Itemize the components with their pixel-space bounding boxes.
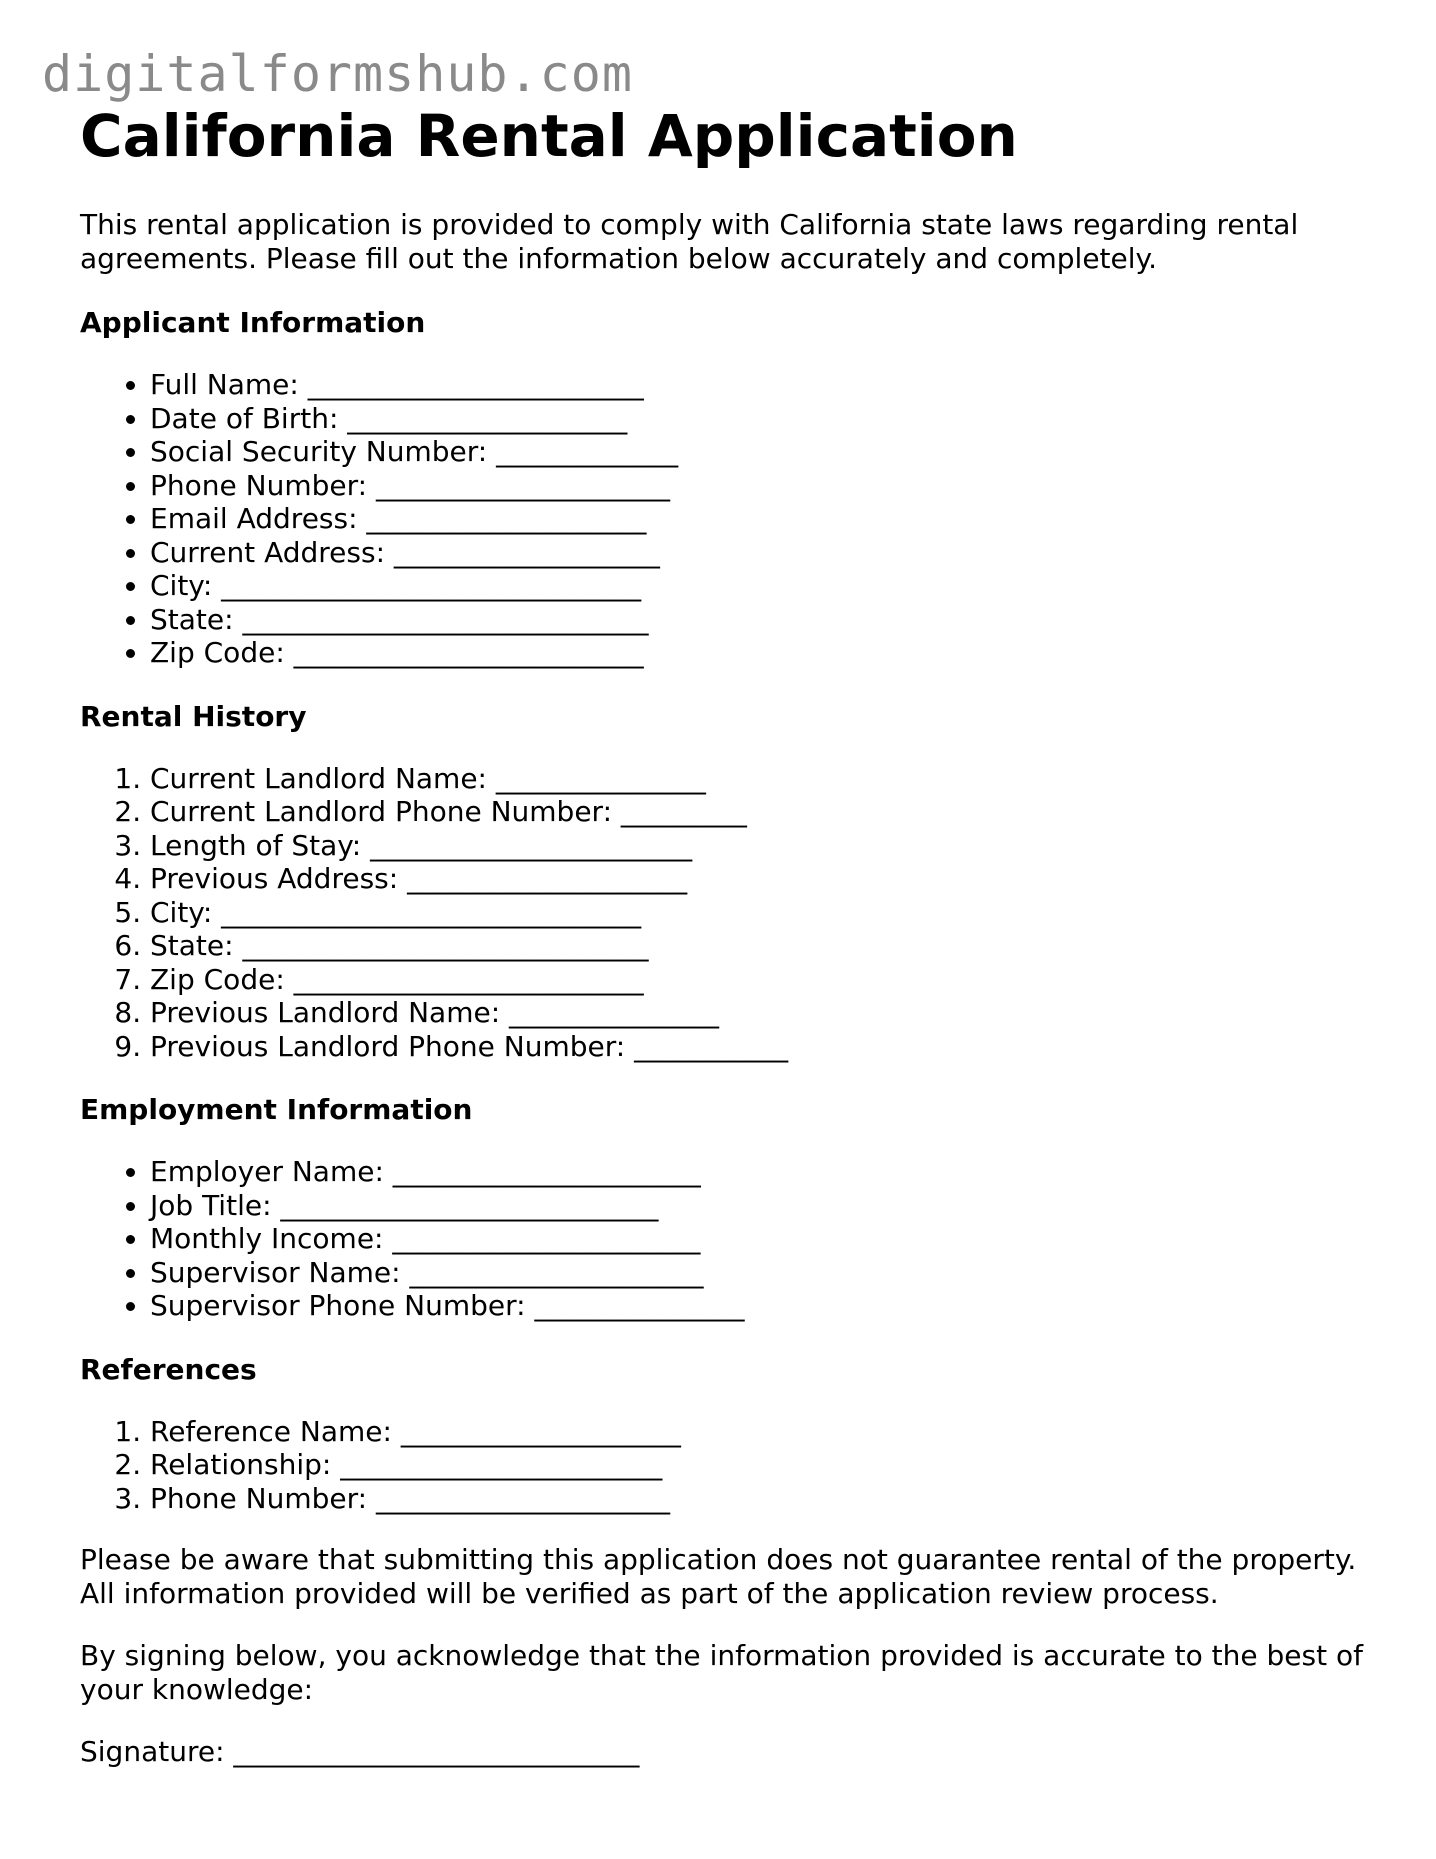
field-reference-phone: 3. Phone Number: _____________________ (150, 1482, 1380, 1516)
field-reference-name: 1. Reference Name: ____________________ (150, 1415, 1380, 1449)
field-previous-address: 4. Previous Address: ____________________ (150, 862, 1380, 896)
rental-history-heading: Rental History (80, 699, 307, 733)
field-previous-zip-code: 7. Zip Code: _________________________ (150, 963, 1380, 997)
employment-info-heading: Employment Information (80, 1093, 473, 1126)
field-supervisor-name: • Supervisor Name: _____________________ (150, 1256, 1380, 1290)
watermark: digitalformshub.com (42, 45, 633, 103)
field-supervisor-phone: • Supervisor Phone Number: _______________ (150, 1289, 1380, 1323)
field-employer-name: • Employer Name: ______________________ (150, 1155, 1380, 1189)
page-title: California Rental Application (80, 102, 1018, 170)
field-date-of-birth: • Date of Birth: ____________________ (150, 402, 1380, 436)
field-full-name: • Full Name: ________________________ (150, 368, 1380, 402)
references-list (80, 1415, 1380, 1516)
field-relationship: 2. Relationship: _______________________ (150, 1448, 1380, 1482)
field-current-landlord-phone: 2. Current Landlord Phone Number: _________ (150, 795, 1380, 829)
field-previous-landlord-name: 8. Previous Landlord Name: _______________ (150, 996, 1380, 1030)
employment-info-list (80, 1155, 1380, 1323)
intro-paragraph: This rental application is provided to comply with California state laws regarding rental agreements. Please fill out the information below accurately and completely. (80, 208, 1299, 275)
field-current-address: • Current Address: ___________________ (150, 536, 1380, 570)
field-phone-number: • Phone Number: _____________________ (150, 469, 1380, 503)
field-length-of-stay: 3. Length of Stay: _______________________ (150, 829, 1380, 863)
field-zip-code: • Zip Code: _________________________ (150, 636, 1380, 670)
references-heading: References (80, 1352, 257, 1386)
form-document (80, 96, 1380, 1769)
field-city: • City: ______________________________ (150, 569, 1380, 603)
field-job-title: • Job Title: ___________________________ (150, 1189, 1380, 1223)
rental-history-list (80, 762, 1380, 1064)
field-current-landlord-name: 1. Current Landlord Name: _______________ (150, 762, 1380, 796)
applicant-info-list (80, 368, 1380, 670)
signature-line: Signature: _____________________________ (80, 1735, 640, 1768)
field-monthly-income: • Monthly Income: ______________________ (150, 1222, 1380, 1256)
applicant-info-heading: Applicant Information (80, 306, 426, 339)
field-previous-state: 6. State: _____________________________ (150, 929, 1380, 963)
acknowledgment-text: By signing below, you acknowledge that the information provided is accurate to the best of your knowledge: (80, 1639, 1363, 1706)
field-previous-landlord-phone: 9. Previous Landlord Phone Number: ___________ (150, 1030, 1380, 1064)
field-ssn: • Social Security Number: _____________ (150, 435, 1380, 469)
field-previous-city: 5. City: ______________________________ (150, 896, 1380, 930)
field-state: • State: _____________________________ (150, 603, 1380, 637)
verification-notice: Please be aware that submitting this application does not guarantee rental of the property. All information provided will be verified as part of the application review process. (80, 1543, 1357, 1610)
field-email-address: • Email Address: ____________________ (150, 502, 1380, 536)
